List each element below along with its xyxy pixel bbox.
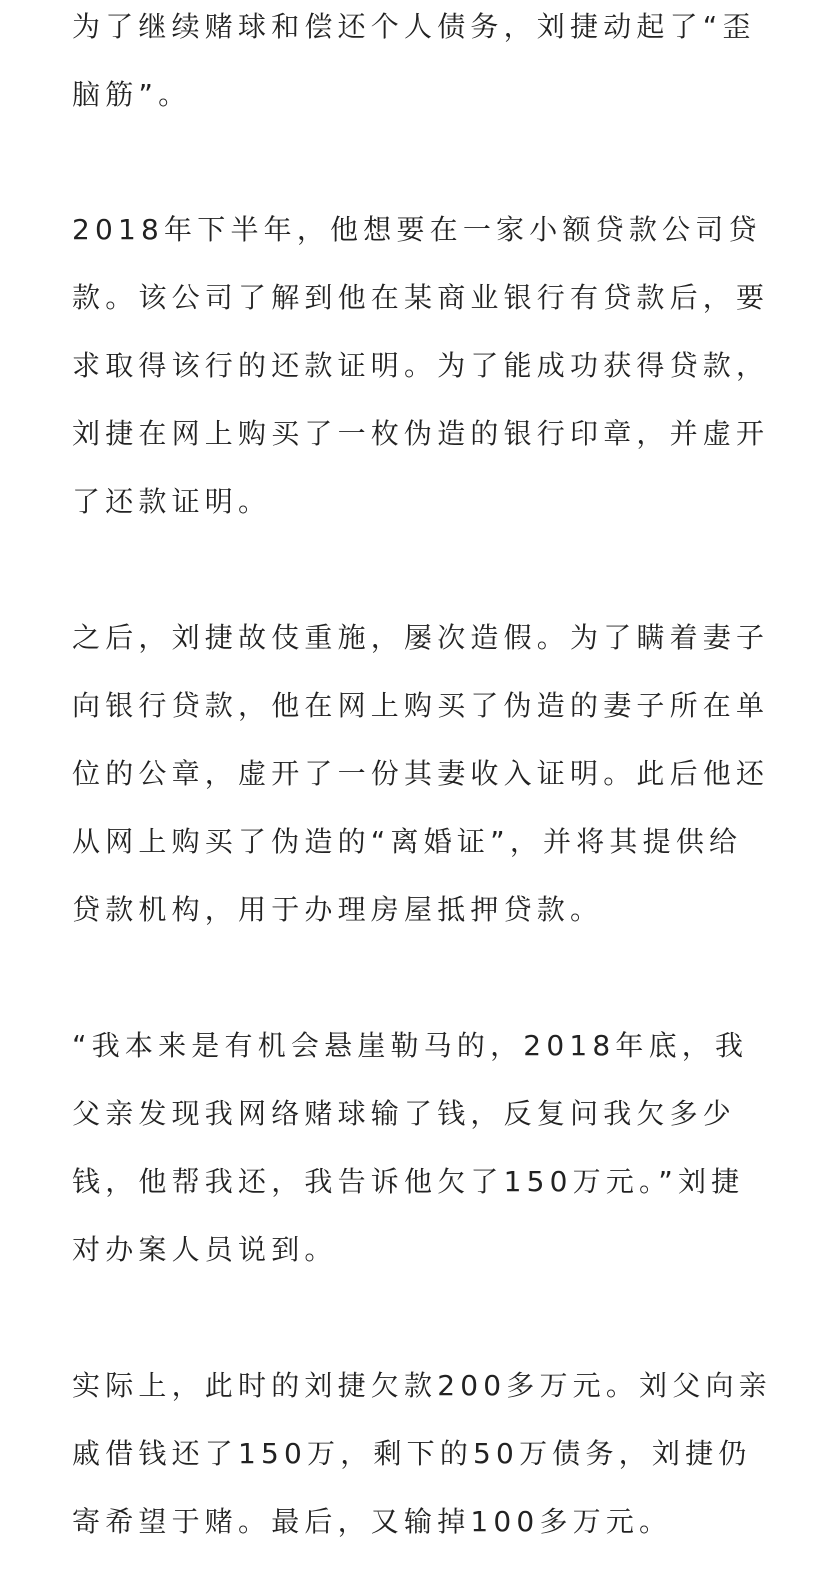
text-line: 实际上，此时的刘捷欠款200多万元。刘父向亲: [72, 1369, 772, 1402]
paragraph-4: [72, 1012, 748, 1284]
text-line: 对办案人员说到。: [72, 1233, 338, 1266]
text-line: 从网上购买了伪造的“离婚证”，并将其提供给: [72, 825, 743, 858]
text-line: 戚借钱还了150万，剩下的50万债务，刘捷仍: [72, 1437, 752, 1470]
paragraph-1: [72, 0, 756, 129]
text-line: 之后，刘捷故伎重施，屡次造假。为了瞒着妻子: [72, 621, 770, 654]
text-line: “我本来是有机会悬崖勒马的，2018年底，我: [72, 1029, 749, 1062]
text-line: 脑筋”。: [72, 78, 192, 111]
text-line: 为了继续赌球和偿还个人债务，刘捷动起了“歪: [72, 10, 756, 43]
text-line: 款。该公司了解到他在某商业银行有贷款后，要: [72, 281, 770, 314]
text-line: 了还款证明。: [72, 485, 272, 518]
paragraph-5: [72, 1352, 772, 1556]
paragraph-2: [72, 196, 769, 536]
text-line: 2018年下半年，他想要在一家小额贷款公司贷: [72, 213, 762, 246]
text-line: 求取得该行的还款证明。为了能成功获得贷款，: [72, 349, 770, 382]
text-line: 钱，他帮我还，我告诉他欠了150万元。”刘捷: [72, 1165, 745, 1198]
text-line: 向银行贷款，他在网上购买了伪造的妻子所在单: [72, 689, 770, 722]
text-line: 刘捷在网上购买了一枚伪造的银行印章，并虚开: [72, 417, 770, 450]
text-line: 父亲发现我网络赌球输了钱，反复问我欠多少: [72, 1097, 737, 1130]
text-line: 位的公章，虚开了一份其妻收入证明。此后他还: [72, 757, 770, 790]
text-line: 贷款机构，用于办理房屋抵押贷款。: [72, 893, 604, 926]
text-line: 寄希望于赌。最后，又输掉100多万元。: [72, 1505, 673, 1538]
paragraph-3: [72, 604, 769, 944]
